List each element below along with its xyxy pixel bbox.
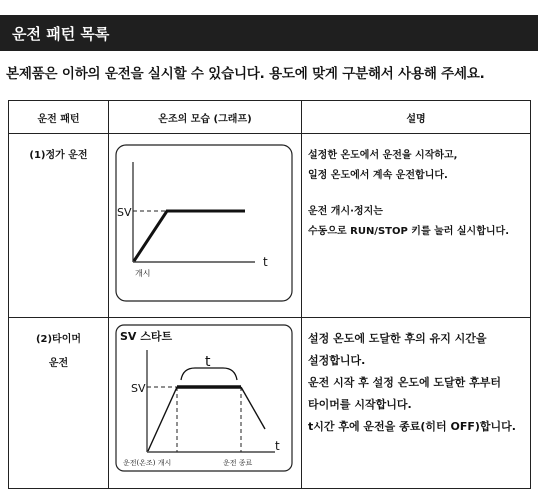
graph-frame	[116, 325, 292, 471]
section-header	[0, 15, 538, 51]
description-line: 일정 온도에서 계속 운전합니다.	[308, 170, 448, 181]
end-label: 운전 종료	[223, 459, 253, 467]
description-line: 타이머를 시작합니다.	[308, 398, 412, 411]
description-line: 수동으로 RUN/STOP 키를 눌러 실시합니다.	[308, 226, 509, 237]
time-axis-label: t	[275, 439, 280, 453]
description-cell	[302, 318, 531, 489]
constant-temp-graph	[115, 144, 295, 304]
section-title: 운전 패턴 목록	[12, 24, 110, 43]
start-label: 개시	[135, 269, 151, 278]
description-line: 운전 시작 후 설정 온도에 도달한 후부터	[308, 376, 501, 389]
graph-title: SV 스타트	[120, 330, 173, 343]
column-header-description: 설명	[302, 101, 531, 134]
description-line: 설정 온도에 도달한 후의 유지 시간을	[308, 332, 487, 345]
pattern-table	[8, 100, 531, 489]
duration-label: t	[205, 354, 211, 370]
start-label: 운전(온조) 개시	[123, 459, 172, 467]
sv-label: SV	[131, 382, 146, 395]
description-cell	[302, 134, 531, 318]
pattern-name-line: (2)타이머	[35, 334, 82, 345]
table-header-row	[9, 101, 531, 134]
table-row	[9, 134, 531, 318]
graph-cell	[109, 134, 302, 318]
pattern-name: (1)정가 운전	[29, 150, 88, 161]
description	[302, 318, 530, 438]
graph-cell	[109, 318, 302, 489]
timer-graph	[115, 324, 295, 474]
description-line: 설정한 온도에서 운전을 시작하고,	[308, 150, 458, 161]
description-line: 운전 개시·정지는	[308, 206, 383, 217]
pattern-cell	[9, 134, 109, 318]
sv-label: SV	[117, 206, 132, 219]
description	[302, 134, 530, 242]
table-row	[9, 318, 531, 489]
description-line: 설정합니다.	[308, 354, 366, 367]
pattern-cell	[9, 318, 109, 489]
pattern-name	[9, 318, 108, 376]
pattern-name-line: 운전	[48, 358, 69, 369]
time-axis-label: t	[263, 255, 268, 269]
description-line: t시간 후에 운전을 종료(히터 OFF)합니다.	[308, 420, 516, 433]
column-header-graph: 온조의 모습 (그래프)	[109, 101, 302, 134]
intro-text: 본제품은 이하의 운전을 실시할 수 있습니다. 용도에 맞게 구분해서 사용해 주세요.	[6, 66, 485, 82]
column-header-pattern: 운전 패턴	[9, 101, 109, 134]
